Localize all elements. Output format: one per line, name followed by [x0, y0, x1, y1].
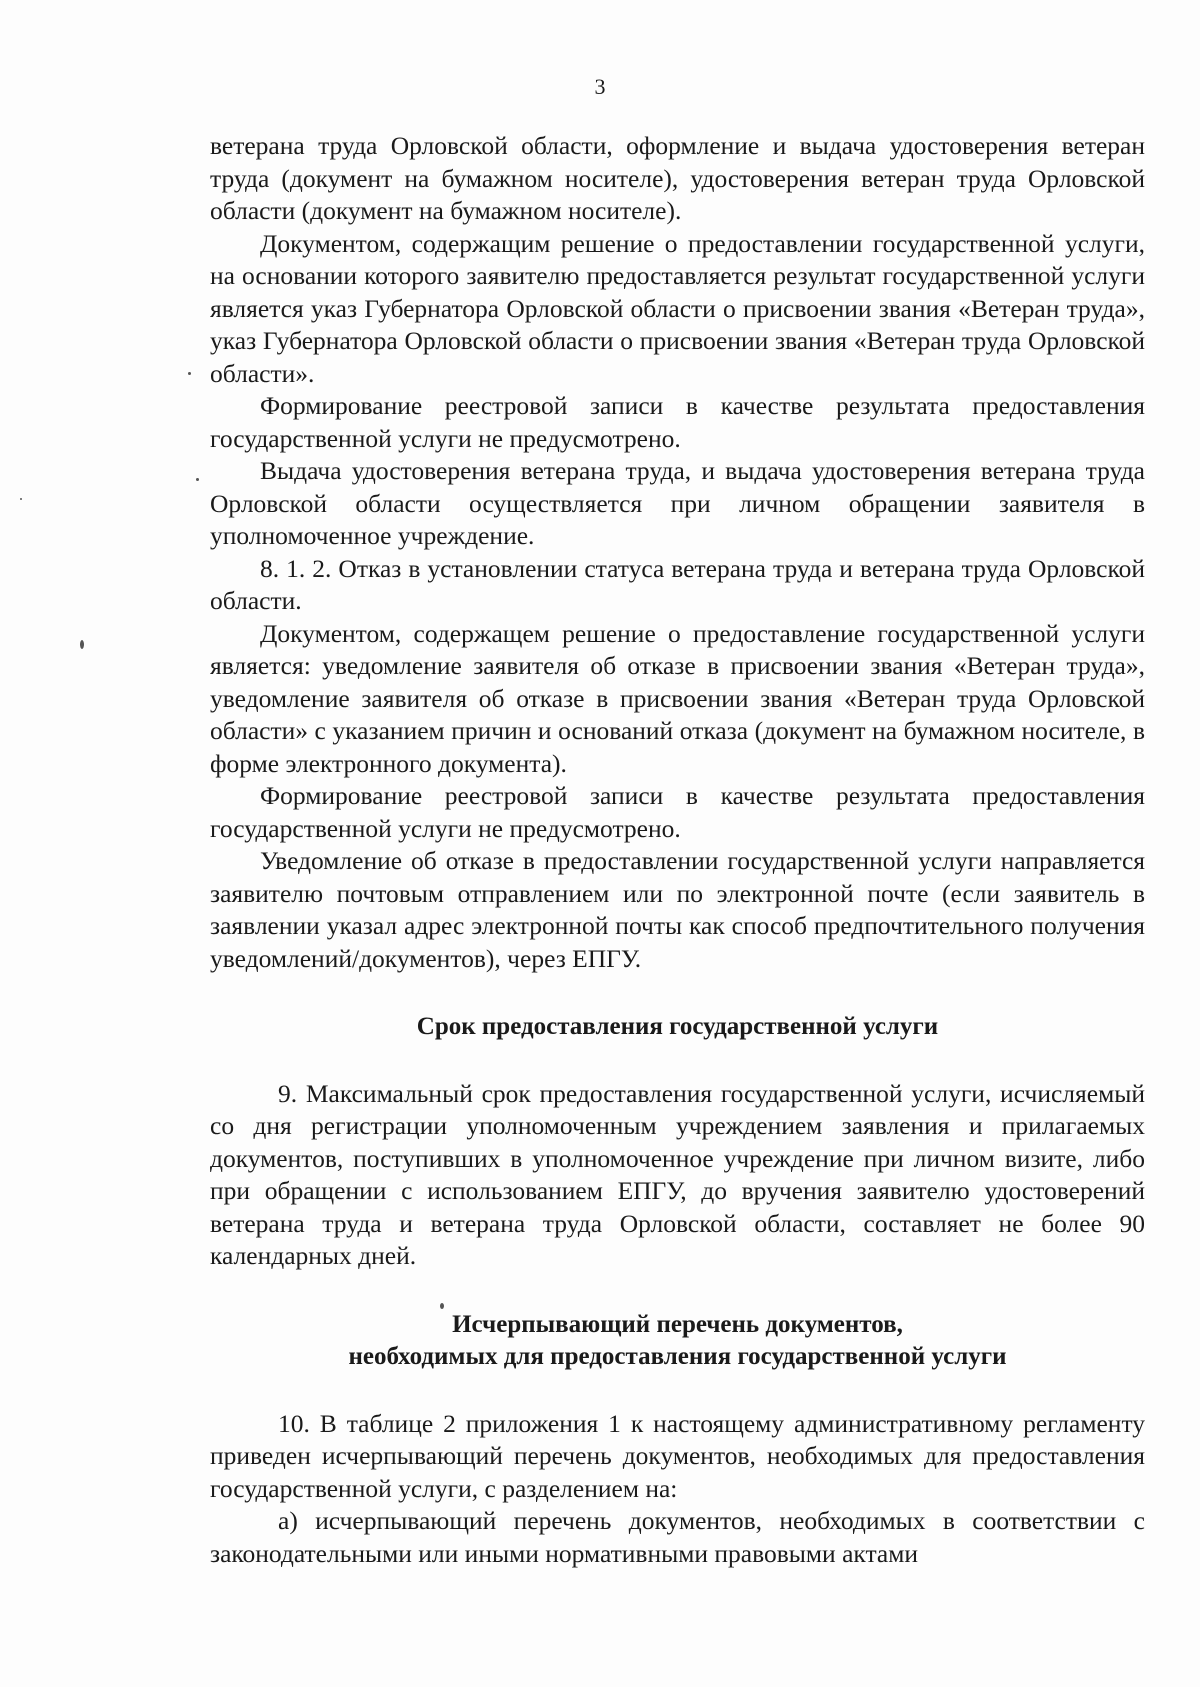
paragraph-9: 9. Максимальный срок предоставления государственной услуги, исчисляемый со дня регистрации уполномоченным учреждением заявления и прилагаемых документов, поступивших в уполномоченное учреждение при личном визите, либо при обращении с использованием ЕПГУ, до вручения заявителю удостоверений ветерана труда и ветерана труда Орловской области, составляет не более 90 календарных дней.: [210, 1078, 1145, 1270]
paragraph-10: 10. В таблице 2 приложения 1 к настоящему административному регламенту приведен исчерпывающий перечень документов, необходимых для предоставления государственной услуги, с разделением на:: [210, 1408, 1145, 1503]
paragraph-10a: а) исчерпывающий перечень документов, необходимых в соответствии с законодательными или иными нормативными правовыми актами: [210, 1506, 1145, 1568]
scan-speck: [196, 478, 199, 481]
section-heading-documents-line1: Исчерпывающий перечень документов,: [452, 1310, 903, 1338]
paragraph-8-1-2: 8. 1. 2. Отказ в установлении статуса ветерана труда и ветерана труда Орловской области.: [210, 553, 1145, 615]
paragraph-continuation: ветерана труда Орловской области, оформление и выдача удостоверения ветеран труда (документ на бумажном носителе), удостоверения ветеран труда Орловской области (документ на бумажном носителе).: [210, 131, 1145, 225]
paragraph-certificate-issue: Выдача удостоверения ветерана труда, и выдача удостоверения ветерана труда Орловской области осуществляется при личном обращении заявителя в уполномоченное учреждение.: [210, 456, 1145, 550]
page-number: 3: [594, 74, 606, 99]
paragraph-refusal-notice: Уведомление об отказе в предоставлении государственной услуги направляется заявителю почтовым отправлением или по электронной почте (если заявитель в заявлении указал адрес электронной почты как способ предпочтительного получения уведомлений/документов), через ЕПГУ.: [210, 846, 1145, 973]
scan-speck: [440, 1303, 444, 1309]
paragraph-registry-record-2: Формирование реестровой записи в качестве результата предоставления государственной услуги не предусмотрено.: [210, 781, 1145, 843]
section-heading-documents-line2: необходимых для предоставления государственной услуги: [348, 1343, 1007, 1370]
paragraph-registry-record: Формирование реестровой записи в качестве результата предоставления государственной услуги не предусмотрено.: [210, 391, 1145, 453]
scan-speck: [20, 498, 22, 500]
document-body: [210, 130, 1145, 1570]
paragraph-decision-document: Документом, содержащим решение о предоставлении государственной услуги, на основании которого заявителю предоставляется результат государственной услуги является указ Губернатора Орловской области о присвоении звания «Ветеран труда», указ Губернатора Орловской области о присвоении звания «Ветеран труда Орловской области».: [210, 228, 1145, 388]
scan-speck: [188, 372, 191, 375]
scan-speck: [80, 640, 84, 649]
section-heading-term: Срок предоставления государственной услуги: [416, 1013, 939, 1040]
paragraph-refusal-document: Документом, содержащем решение о предоставление государственной услуги является: уведомление заявителя об отказе в присвоении звания «Ветеран труда», уведомление заявителя об отказе в присвоении звания «Ветеран труда Орловской области» с указанием причин и оснований отказа (документ на бумажном носителе, в форме электронного документа).: [210, 618, 1145, 778]
